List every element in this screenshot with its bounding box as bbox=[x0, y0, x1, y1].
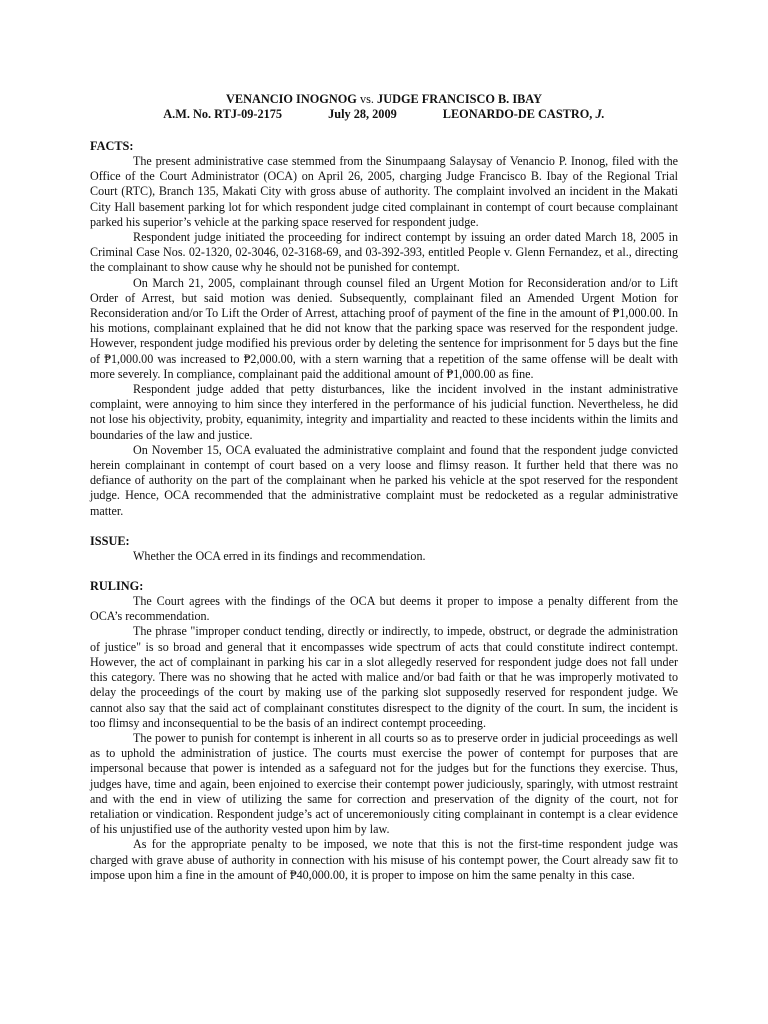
ruling-paragraph: The Court agrees with the findings of the OCA but deems it proper to impose a penalty different from the OCA’s recommendation. bbox=[90, 594, 678, 624]
facts-paragraph: Respondent judge initiated the proceeding for indirect contempt by issuing an order dated March 18, 2005 in Criminal Case Nos. 02-1320, 02-3046, 02-3168-69, and 03-392-393, entitled People v. Glenn Fernandez, et al., directing the complainant to show cause why he should not be punished for contempt. bbox=[90, 230, 678, 275]
ruling-paragraph: The phrase "improper conduct tending, directly or indirectly, to impede, obstruct, or degrade the administration of justice" is so broad and general that it encompasses wide spectrum of acts that could constitute indirect contempt. However, the act of complainant in parking his car in a slot allegedly reserved for respondent judge does not fall under this category. There was no showing that he acted with malice and/or bad faith or that he was improperly motivated to delay the proceedings of the court by making use of the parking slot supposedly reserved for respondent judge. We cannot also say that the said act of complainant constitutes disrespect to the dignity of the court. In sum, the incident is too flimsy and inconsequential to be the basis of an indirect contempt proceeding. bbox=[90, 624, 678, 730]
petitioner-name: VENANCIO INOGNOG bbox=[226, 92, 357, 106]
facts-paragraph: The present administrative case stemmed from the Sinumpaang Salaysay of Venancio P. Inonog, filed with the Office of the Court Administrator (OCA) on April 26, 2005, charging Judge Francisco B. Ibay of the Regional Trial Court (RTC), Branch 135, Makati City with gross abuse of authority. The complaint involved an incident in the Makati City Hall basement parking lot for which respondent judge cited complainant in contempt of court because complainant parked his superior’s vehicle at the parking space reserved for respondent judge. bbox=[90, 154, 678, 229]
issue-text: Whether the OCA erred in its findings and recommendation. bbox=[133, 548, 426, 563]
respondent-name: JUDGE FRANCISCO B. IBAY bbox=[377, 92, 542, 106]
decision-date: July 28, 2009 bbox=[328, 107, 397, 121]
ruling-heading: RULING: bbox=[90, 579, 144, 594]
ruling-paragraph: The power to punish for contempt is inherent in all courts so as to preserve order in judicial proceedings as well as to uphold the administration of justice. The courts must exercise the power of contempt for purposes that are impersonal because that power is intended as a safeguard not for the judges but for the functions they exercise. Thus, judges have, time and again, been enjoined to exercise their contempt power judiciously, sparingly, with utmost restraint and with the end in view of utilizing the same for correction and preservation of the dignity of the court, not for retaliation or vindication. Respondent judge’s act of unceremoniously citing complainant in contempt is a clear evidence of his unjustified use of the authority vested upon him by law. bbox=[90, 730, 678, 837]
docket-number: A.M. No. RTJ-09-2175 bbox=[163, 107, 283, 121]
issue-heading: ISSUE: bbox=[90, 533, 130, 548]
ponente-name: LEONARDO-DE CASTRO, bbox=[442, 107, 593, 121]
facts-paragraph: On March 21, 2005, complainant through counsel filed an Urgent Motion for Reconsideration and/or to Lift Order of Arrest, but said motion was denied. Subsequently, complainant filed an Amended Urgent Motion for Reconsideration and/or To Lift the Order of Arrest, attaching proof of payment of the fine in the amount of ₱1,000.00. In his motions, complainant explained that he did not know that the parking space was reserved for the respondent judge. However, respondent judge modified his previous order by deleting the sentence for imprisonment for 5 days but the fine of ₱1,000.00 was increased to ₱2,000.00, with a stern warning that a repetition of the same offense will be dealt with more severely. In compliance, complainant paid the additional amount of ₱1,000.00 as fine. bbox=[90, 275, 678, 381]
case-title bbox=[90, 92, 678, 107]
facts-paragraph: On November 15, OCA evaluated the administrative complaint and found that the respondent judge convicted herein complainant in contempt of court based on a very loose and flimsy reason. It further held that there was no defiance of authority on the part of the complainant when he parked his vehicle at the spot reserved for the respondent judge. Hence, OCA recommended that the administrative complaint must be redocketed as a regular administrative matter. bbox=[90, 442, 678, 518]
facts-heading: FACTS: bbox=[90, 139, 134, 153]
versus-label: vs. bbox=[359, 92, 374, 106]
facts-paragraph: Respondent judge added that petty disturbances, like the incident involved in the instant administrative complaint, were annoying to him since they interfered in the performance of his judicial function. Nevertheless, he did not lose his objectivity, probity, equanimity, integrity and impartiality and reacted to these incidents within the limits and boundaries of the law and justice. bbox=[90, 382, 678, 442]
ruling-paragraph: As for the appropriate penalty to be imposed, we note that this is not the first-time respondent judge was charged with grave abuse of authority in connection with his misuse of his contempt power, the Court already saw fit to impose upon him a fine in the amount of ₱40,000.00, it is proper to impose on him the same penalty in this case. bbox=[90, 837, 678, 882]
ponente bbox=[443, 107, 605, 122]
case-citation bbox=[90, 107, 678, 122]
ponente-suffix: J. bbox=[595, 107, 605, 121]
